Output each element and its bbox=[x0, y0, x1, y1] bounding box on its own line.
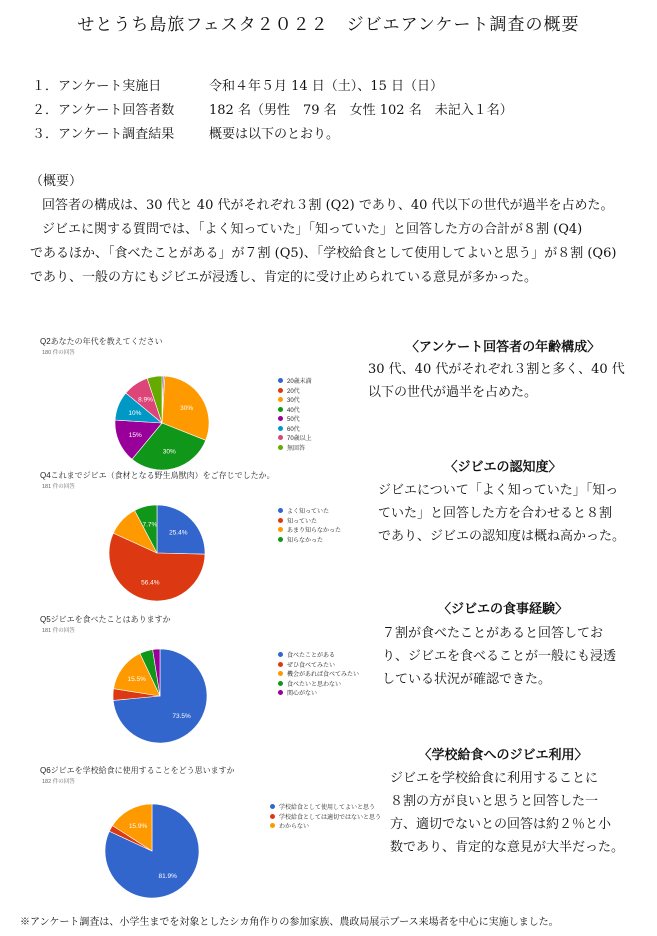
legend-label: 関心がない bbox=[287, 691, 318, 698]
legend-swatch bbox=[278, 378, 283, 383]
legend-swatch bbox=[278, 518, 283, 523]
legend-swatch bbox=[278, 690, 283, 695]
chart-subtitle: 182 件の回答 bbox=[42, 779, 75, 785]
section-line: 数であり、肯定的な意見が大半だった。 bbox=[390, 840, 625, 855]
pie-chart bbox=[40, 336, 240, 476]
info-row-respondents bbox=[32, 96, 513, 120]
legend-label: 学校給食として使用してよいと思う bbox=[279, 805, 376, 812]
section-heading-school-lunch: 〈学校給食へのジビエ利用〉 bbox=[418, 748, 588, 763]
document-title: せとうち島旅フェスタ２０２２ ジビエアンケート調査の概要 bbox=[77, 15, 580, 35]
slice-label: 15.9% bbox=[128, 822, 148, 830]
legend-item bbox=[278, 405, 312, 415]
slice-label: 81.9% bbox=[158, 873, 177, 881]
legend-label: 20代 bbox=[287, 388, 300, 395]
slice-label: 25.4% bbox=[169, 529, 188, 537]
section-line: 30 代、40 代がそれぞれ３割と多く、40 代 bbox=[368, 362, 625, 377]
section-body-awareness bbox=[378, 479, 648, 548]
legend-item bbox=[278, 376, 312, 386]
legend-swatch bbox=[278, 681, 283, 686]
info-label: ２．アンケート回答者数 bbox=[32, 102, 175, 118]
section-line: 方、適切でないとの回答は約２％と小 bbox=[390, 817, 612, 832]
section-body-age bbox=[368, 358, 648, 404]
overview-line: ジビエに関する質問では、「よく知っていた」「知っていた」と回答した方の合計が８割 (Q4) bbox=[42, 222, 583, 237]
info-row-date bbox=[32, 72, 513, 96]
legend-item bbox=[278, 433, 312, 443]
slice-label: 8.9% bbox=[138, 396, 153, 404]
legend-label: 学校給食としては適切ではないと思う bbox=[279, 814, 382, 821]
slice-label: 56.4% bbox=[141, 579, 160, 587]
legend-label: 40代 bbox=[287, 407, 300, 414]
legend-label: 食べたことがある bbox=[287, 653, 336, 660]
legend-item bbox=[278, 525, 341, 535]
legend-label: 無回答 bbox=[287, 445, 306, 452]
legend-item bbox=[278, 669, 359, 679]
legend-label: わからない bbox=[279, 824, 310, 831]
info-row-results bbox=[32, 120, 513, 144]
chart-q2-age bbox=[40, 336, 360, 476]
chart-legend bbox=[278, 650, 359, 698]
legend-item bbox=[278, 688, 359, 698]
chart-q4-awareness bbox=[40, 470, 360, 610]
pie-chart bbox=[40, 765, 240, 910]
legend-label: 50代 bbox=[287, 417, 300, 424]
chart-q6-school-lunch bbox=[40, 765, 382, 910]
section-line: ジビエを学校給食に利用することに bbox=[390, 771, 599, 786]
section-line: 以下の世代が過半を占めた。 bbox=[368, 385, 538, 400]
chart-subtitle: 181 件の回答 bbox=[42, 484, 75, 490]
overview-line: であり、一般の方にもジビエが浸透し、肯定的に受け止められている意見が多かった。 bbox=[30, 270, 538, 285]
section-line: ジビエについて「よく知っていた」「知っ bbox=[378, 483, 619, 498]
section-heading-experience: 〈ジビエの食事経験〉 bbox=[437, 602, 568, 617]
legend-swatch bbox=[278, 435, 283, 440]
info-value: 概要は以下のとおり。 bbox=[209, 126, 340, 142]
slice-label: 15% bbox=[128, 432, 142, 440]
section-line: している状況が確認できた。 bbox=[382, 672, 552, 687]
chart-title: Q4これまでジビエ（食材となる野生鳥獣肉）をご存じでしたか。 bbox=[40, 471, 275, 480]
legend-swatch bbox=[278, 671, 283, 676]
legend-item bbox=[278, 679, 359, 689]
legend-swatch bbox=[278, 537, 283, 542]
section-heading-age: 〈アンケート回答者の年齢構成〉 bbox=[405, 340, 601, 355]
chart-title: Q6ジビエを学校給食に使用することをどう思いますか bbox=[40, 766, 235, 775]
legend-swatch bbox=[278, 508, 283, 513]
legend-swatch bbox=[278, 445, 283, 450]
overview-heading: （概要） bbox=[30, 174, 83, 189]
chart-title: Q5ジビエを食べたことはありますか bbox=[40, 615, 171, 624]
info-value: 182 名（男性 79 名 女性 102 名 未記入１名） bbox=[209, 102, 513, 118]
pie-chart bbox=[40, 470, 240, 610]
slice-label: 7.7% bbox=[142, 521, 158, 529]
legend-item bbox=[270, 812, 381, 822]
legend-label: 食べたいと思わない bbox=[287, 681, 342, 688]
legend-label: よく知っていた bbox=[287, 509, 330, 516]
legend-item bbox=[270, 821, 381, 831]
legend-swatch bbox=[278, 407, 283, 412]
slice-label: 73.5% bbox=[172, 713, 191, 721]
legend-item bbox=[278, 414, 312, 424]
slice-label: 30% bbox=[162, 448, 176, 456]
legend-label: 30代 bbox=[287, 398, 300, 405]
legend-swatch bbox=[278, 388, 283, 393]
legend-swatch bbox=[278, 397, 283, 402]
chart-title: Q2あなたの年代を教えてください bbox=[40, 337, 163, 346]
section-line: ていた」と回答した方を合わせると８割 bbox=[378, 506, 613, 521]
legend-swatch bbox=[278, 527, 283, 532]
legend-item bbox=[278, 535, 341, 545]
legend-label: 60代 bbox=[287, 426, 300, 433]
chart-subtitle: 180 件の回答 bbox=[42, 350, 75, 356]
section-line: ７割が食べたことがあると回答してお bbox=[382, 626, 604, 641]
legend-item bbox=[278, 660, 359, 670]
legend-swatch bbox=[278, 652, 283, 657]
overview bbox=[30, 170, 630, 290]
legend-item bbox=[278, 506, 341, 516]
info-value: 令和４年５月 14 日（土）、15 日（日） bbox=[209, 78, 443, 94]
overview-line: 回答者の構成は、30 代と 40 代がそれぞれ３割 (Q2) であり、40 代以下の世代が過半を占めた。 bbox=[42, 198, 614, 213]
legend-label: 20歳未満 bbox=[287, 379, 312, 386]
legend-label: 知らなかった bbox=[287, 537, 324, 544]
legend-swatch bbox=[278, 426, 283, 431]
legend-item bbox=[278, 424, 312, 434]
legend-item bbox=[270, 802, 381, 812]
chart-legend bbox=[278, 506, 341, 544]
section-body-school-lunch bbox=[390, 767, 648, 859]
chart-legend bbox=[270, 802, 381, 831]
section-heading-awareness: 〈ジビエの認知度〉 bbox=[444, 460, 562, 475]
legend-swatch bbox=[270, 804, 275, 809]
legend-item bbox=[278, 650, 359, 660]
slice-label: 30% bbox=[180, 404, 194, 412]
legend-item bbox=[278, 395, 312, 405]
slice-label: 15.5% bbox=[127, 676, 146, 684]
legend-item bbox=[278, 516, 341, 526]
legend-item bbox=[278, 386, 312, 396]
section-body-experience bbox=[382, 622, 647, 691]
legend-label: あまり知らなかった bbox=[287, 528, 342, 535]
legend-swatch bbox=[278, 416, 283, 421]
legend-label: 機会があれば食べてみたい bbox=[287, 672, 360, 679]
overview-line: であるほか、「食べたことがある」が７割 (Q5)、「学校給食として使用してよいと思う」が８割 (Q6) bbox=[30, 246, 617, 261]
chart-legend bbox=[278, 376, 312, 452]
survey-info bbox=[32, 72, 513, 144]
chart-subtitle: 181 件の回答 bbox=[42, 628, 75, 634]
footnote: ※アンケート調査は、小学生までを対象としたシカ角作りの参加家族、農政局展示ブース来場者を中心に実施しました。 bbox=[20, 917, 559, 928]
legend-item bbox=[278, 443, 312, 453]
legend-label: 70歳以上 bbox=[287, 436, 312, 443]
legend-swatch bbox=[270, 823, 275, 828]
info-label: ３．アンケート調査結果 bbox=[32, 126, 175, 142]
section-line: であり、ジビエの認知度は概ね高かった。 bbox=[378, 529, 626, 544]
info-label: １．アンケート実施日 bbox=[32, 78, 162, 94]
legend-swatch bbox=[278, 662, 283, 667]
pie-chart bbox=[40, 614, 240, 754]
section-line: ８割の方が良いと思うと回答した一 bbox=[390, 794, 599, 809]
section-line: り、ジビエを食べることが一般にも浸透 bbox=[382, 649, 617, 664]
legend-label: 知っていた bbox=[287, 518, 318, 525]
legend-swatch bbox=[270, 814, 275, 819]
slice-label: 10% bbox=[128, 409, 142, 417]
legend-label: ぜひ食べてみたい bbox=[287, 662, 336, 669]
chart-q5-experience bbox=[40, 614, 360, 754]
